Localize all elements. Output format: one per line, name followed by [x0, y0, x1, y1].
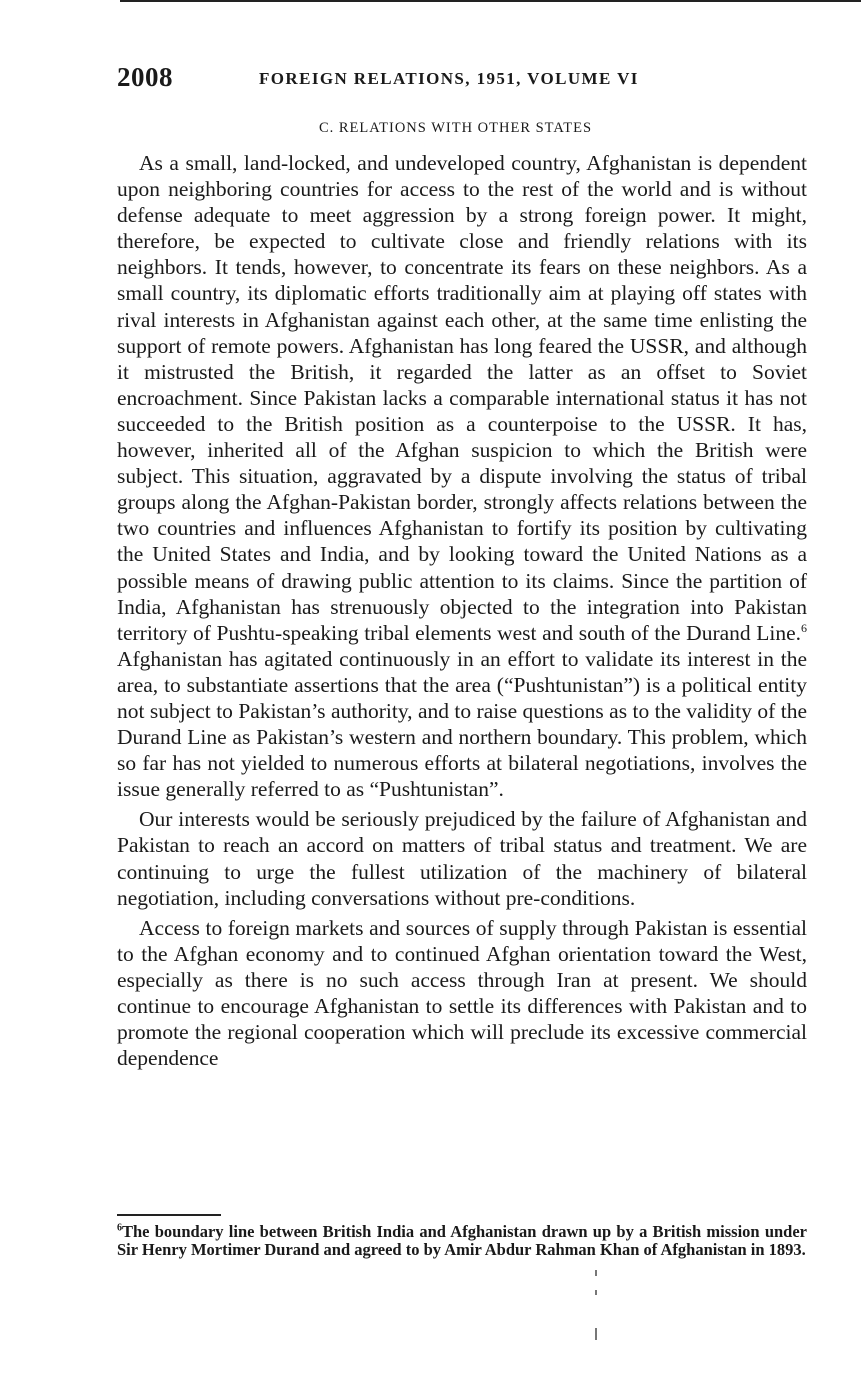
paragraph-2: Our interests would be seriously prejudiced by the failure of Afghanistan and Pakistan to reach an accord on matters of tribal status and treatment. We are continuing to urge the fullest utilization of the machinery of bilateral negotiation, including conversations without pre-conditions.	[117, 807, 807, 910]
body-text	[117, 150, 807, 1075]
paragraph-1-text: As a small, land-locked, and undeveloped country, Afghanistan is dependent upon neighboring countries for access to the rest of the world and is without defense adequate to meet aggression by a strong foreign power. It might, therefore, be expected to cultivate close and friendly relations with its neighbors. It tends, however, to concentrate its fears on these neighbors. As a small country, its diplomatic efforts traditionally aim at playing off states with rival interests in Afghanistan against each other, at the same time enlisting the support of remote powers. Afghanistan has long feared the USSR, and although it mistrusted the British, it regarded the latter as an offset to Soviet encroachment. Since Pakistan lacks a comparable international status it has not succeeded to the British position as a counterpoise to the USSR. It has, however, inherited all of the Afghan suspicion to which the British were subject. This situation, aggravated by a dispute involving the status of tribal groups along the Afghan-Pakistan border, strongly affects relations between the two countries and influences Afghanistan to fortify its position by cultivating the United States and India, and by looking toward the United Nations as a possible means of drawing public attention to its claims. Since the partition of India, Afghanistan has strenuously objected to the integration into Pakistan territory of Pushtu-speaking tribal elements west and south of the Durand Line.	[117, 151, 807, 645]
scan-speck	[595, 1290, 597, 1295]
footnote-reference[interactable]: 6	[801, 620, 807, 635]
running-title: FOREIGN RELATIONS, 1951, VOLUME VI	[259, 69, 639, 88]
footnote-text: The boundary line between British India and Afghanistan drawn up by a British mission under Sir Henry Mortimer Durand and agreed to by Amir Abdur Rahman Khan of Afghanistan in 1893.	[117, 1222, 807, 1259]
top-edge-rule	[120, 0, 861, 2]
paragraph-1-continued: Afghanistan has agitated continuously in an effort to validate its interest in the area, to substantiate assertions that the area (“Pushtunistan”) is a political entity not subject to Pakistan’s authority, and to raise questions as to the validity of the Durand Line as Pakistan’s western and northern boundary. This problem, which so far has not yielded to numerous efforts at bilateral negotiations, involves the issue generally referred to as “Pushtunistan”.	[117, 646, 807, 802]
page-header	[117, 62, 807, 102]
footnote	[117, 1223, 807, 1258]
scan-speck	[595, 1270, 597, 1276]
scan-speck	[595, 1328, 597, 1340]
paragraph-1	[117, 150, 807, 802]
page-number: 2008	[117, 62, 173, 92]
footnote-divider	[117, 1214, 221, 1216]
paragraph-3: Access to foreign markets and sources of supply through Pakistan is essential to the Afghan economy and to continued Afghan orientation toward the West, especially as there is no such access through Iran at present. We should continue to encourage Afghanistan to settle its differences with Pakistan and to promote the regional cooperation which will preclude its excessive commercial dependence	[117, 915, 807, 1071]
footnote-number: 6	[117, 1222, 122, 1234]
section-heading: C. RELATIONS WITH OTHER STATES	[318, 120, 593, 136]
